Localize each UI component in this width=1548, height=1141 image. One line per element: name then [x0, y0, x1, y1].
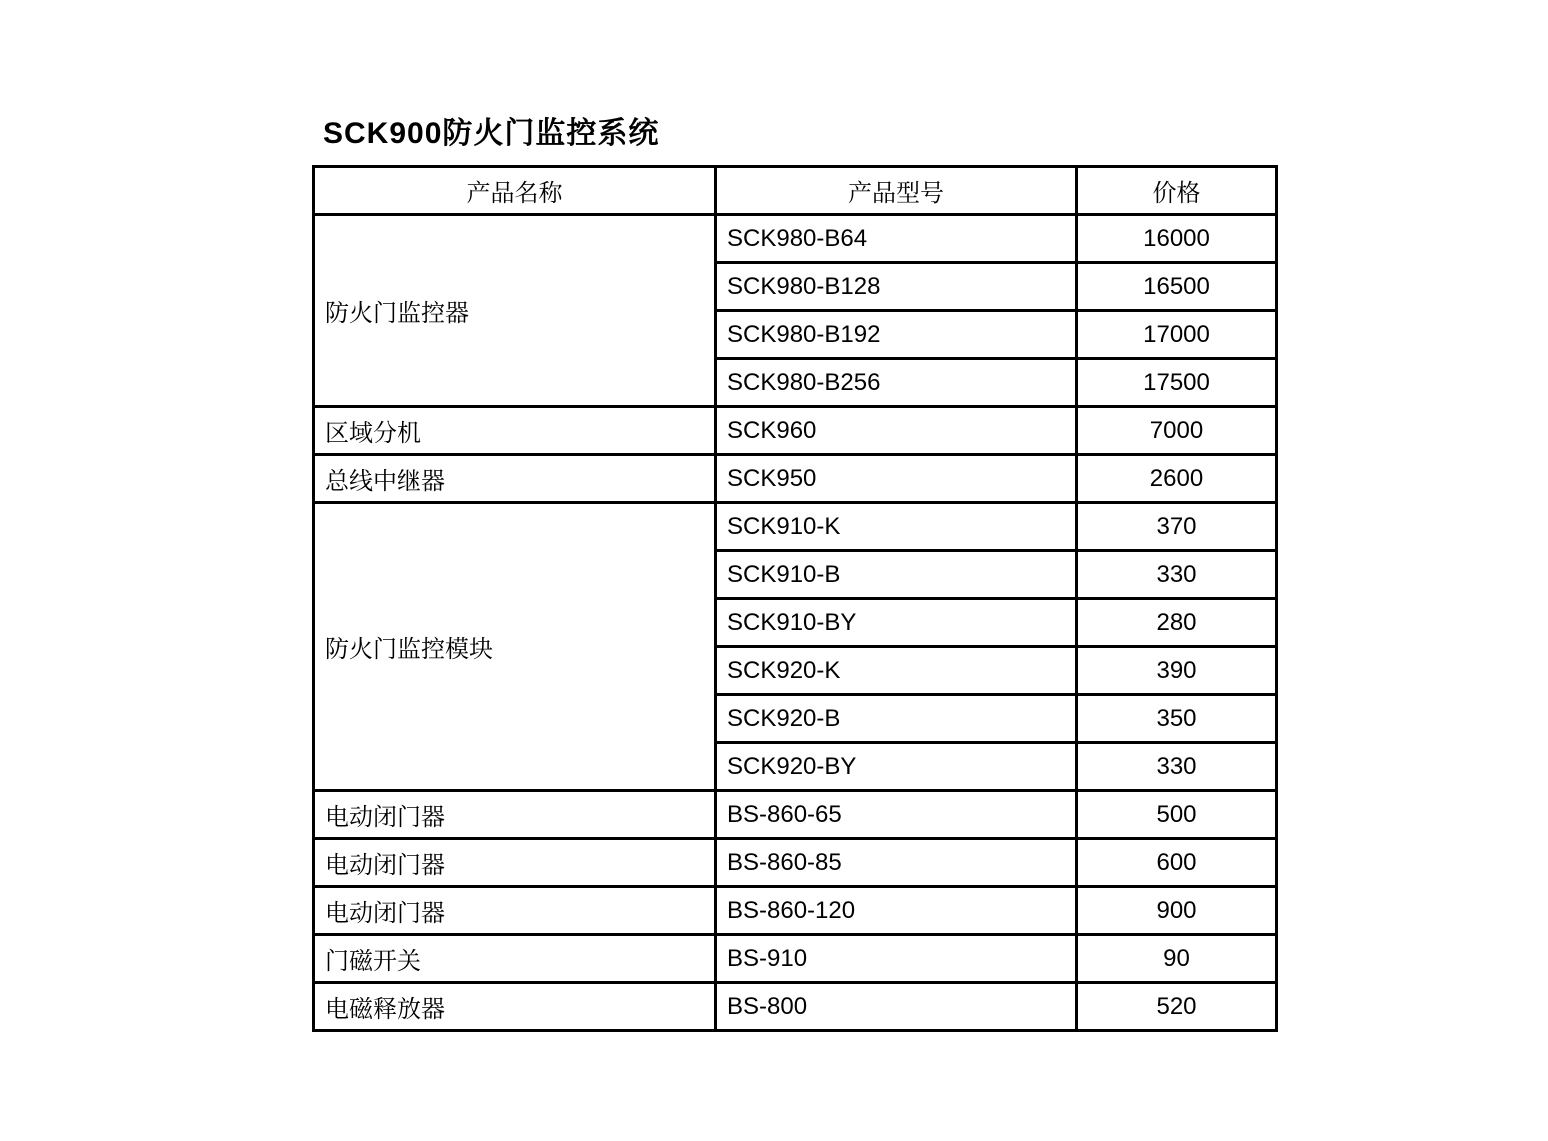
- product-model-cell: SCK960: [716, 407, 1077, 455]
- product-model-cell: SCK980-B128: [716, 263, 1077, 311]
- price-cell: 280: [1077, 599, 1277, 647]
- product-model-cell: BS-860-85: [716, 839, 1077, 887]
- price-cell: 16000: [1077, 215, 1277, 263]
- product-model-cell: SCK920-BY: [716, 743, 1077, 791]
- price-table-body: [314, 215, 1277, 1031]
- table-row: [314, 455, 1277, 503]
- price-table: [312, 165, 1278, 1032]
- price-sheet: [312, 108, 1275, 1032]
- product-name-cell: 电动闭门器: [314, 887, 716, 935]
- header-product-name: 产品名称: [314, 167, 716, 215]
- product-model-cell: SCK950: [716, 455, 1077, 503]
- table-row: [314, 215, 1277, 263]
- price-cell: 330: [1077, 551, 1277, 599]
- table-row: [314, 839, 1277, 887]
- product-model-cell: SCK980-B192: [716, 311, 1077, 359]
- product-model-cell: SCK920-B: [716, 695, 1077, 743]
- product-model-cell: SCK980-B256: [716, 359, 1077, 407]
- product-name-cell: 门磁开关: [314, 935, 716, 983]
- product-model-cell: SCK980-B64: [716, 215, 1077, 263]
- product-model-cell: SCK910-K: [716, 503, 1077, 551]
- product-model-cell: BS-860-65: [716, 791, 1077, 839]
- product-name-cell: 电磁释放器: [314, 983, 716, 1031]
- table-row: [314, 407, 1277, 455]
- price-cell: 500: [1077, 791, 1277, 839]
- product-model-cell: SCK920-K: [716, 647, 1077, 695]
- product-name-cell: 防火门监控模块: [314, 503, 716, 791]
- product-name-cell: 电动闭门器: [314, 839, 716, 887]
- product-model-cell: BS-860-120: [716, 887, 1077, 935]
- product-model-cell: SCK910-B: [716, 551, 1077, 599]
- price-cell: 16500: [1077, 263, 1277, 311]
- header-product-model: 产品型号: [716, 167, 1077, 215]
- price-cell: 330: [1077, 743, 1277, 791]
- table-header-row: [314, 167, 1277, 215]
- product-model-cell: BS-800: [716, 983, 1077, 1031]
- price-cell: 17500: [1077, 359, 1277, 407]
- price-cell: 900: [1077, 887, 1277, 935]
- header-price: 价格: [1077, 167, 1277, 215]
- price-cell: 600: [1077, 839, 1277, 887]
- price-cell: 390: [1077, 647, 1277, 695]
- product-name-cell: 电动闭门器: [314, 791, 716, 839]
- price-cell: 350: [1077, 695, 1277, 743]
- table-row: [314, 887, 1277, 935]
- price-cell: 17000: [1077, 311, 1277, 359]
- price-cell: 90: [1077, 935, 1277, 983]
- price-cell: 7000: [1077, 407, 1277, 455]
- table-row: [314, 983, 1277, 1031]
- price-cell: 520: [1077, 983, 1277, 1031]
- price-cell: 2600: [1077, 455, 1277, 503]
- page-title: SCK900防火门监控系统: [323, 117, 660, 150]
- table-row: [314, 935, 1277, 983]
- product-name-cell: 总线中继器: [314, 455, 716, 503]
- product-name-cell: 防火门监控器: [314, 215, 716, 407]
- table-row: [314, 503, 1277, 551]
- product-name-cell: 区域分机: [314, 407, 716, 455]
- product-model-cell: SCK910-BY: [716, 599, 1077, 647]
- product-model-cell: BS-910: [716, 935, 1077, 983]
- price-cell: 370: [1077, 503, 1277, 551]
- table-row: [314, 791, 1277, 839]
